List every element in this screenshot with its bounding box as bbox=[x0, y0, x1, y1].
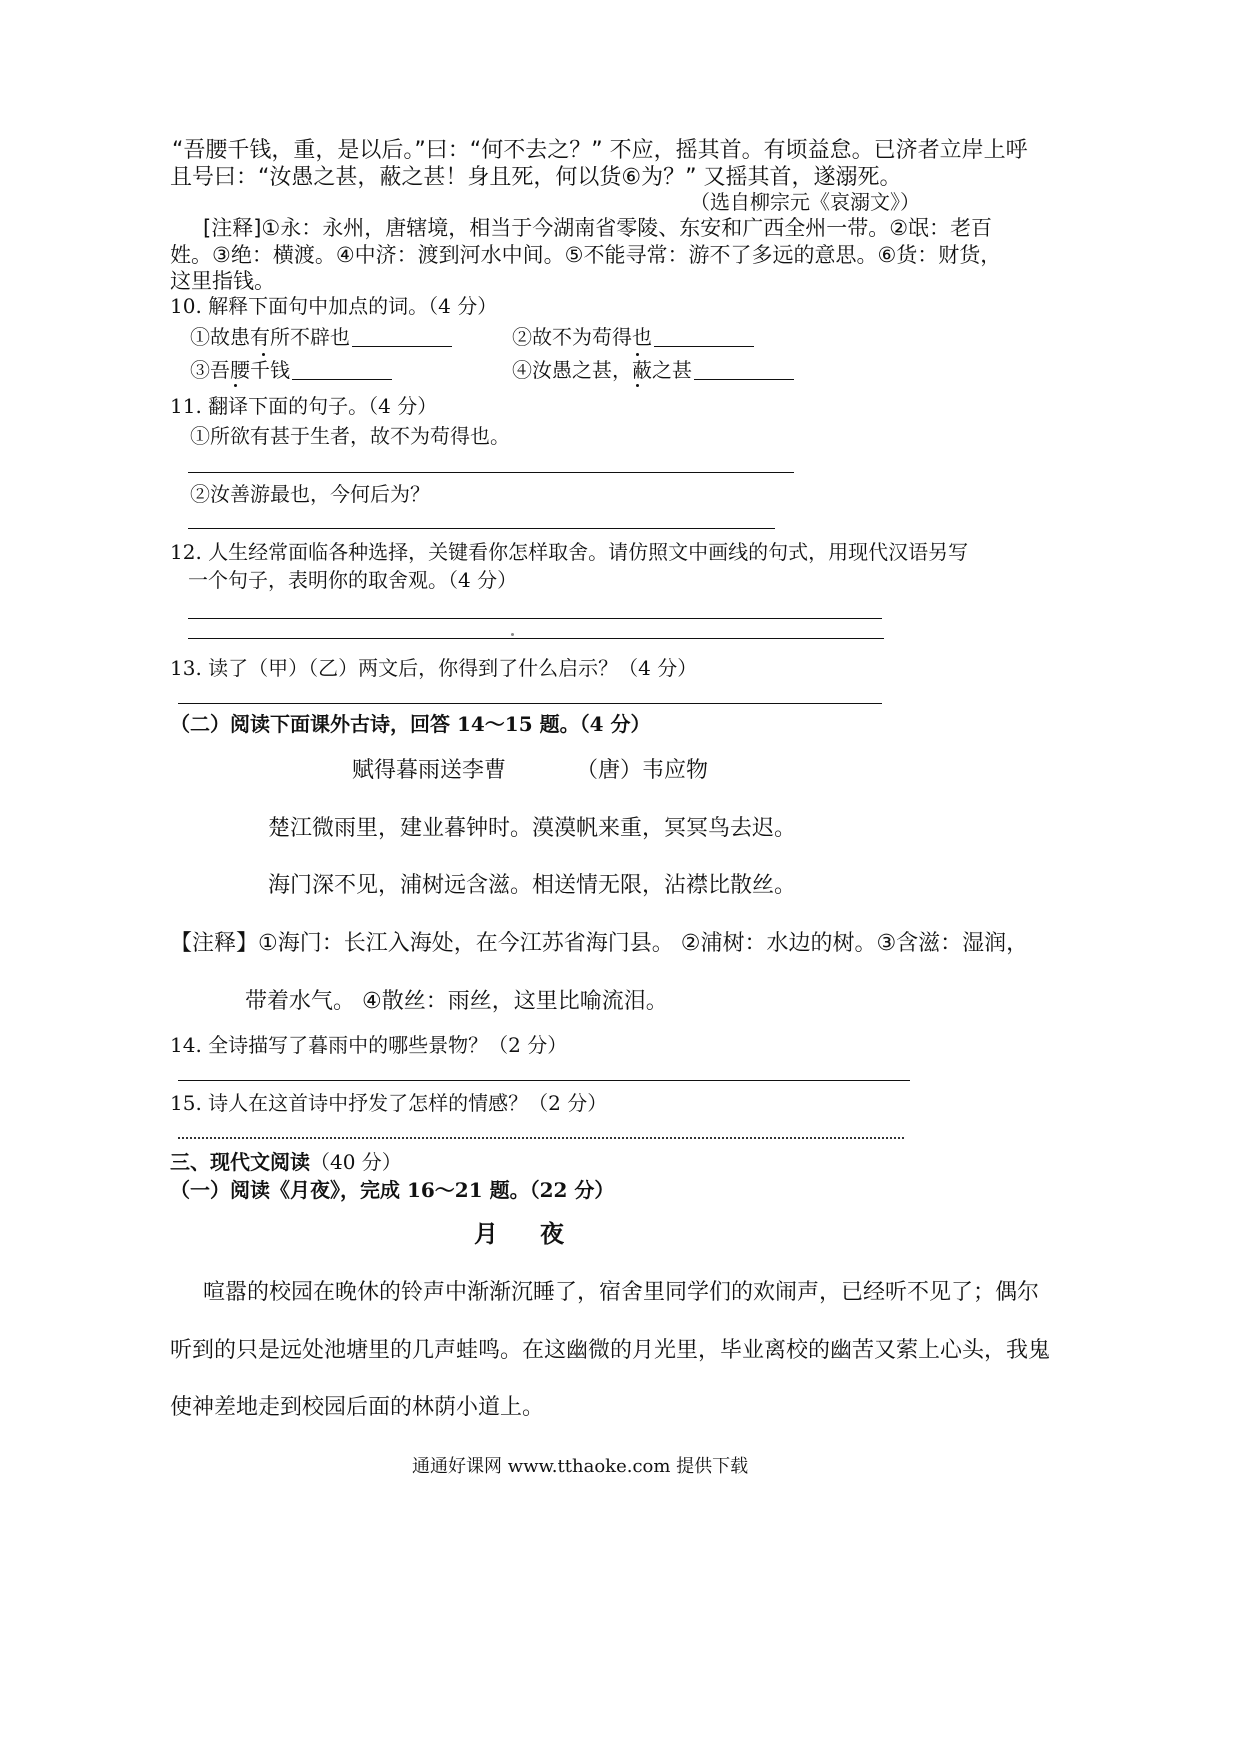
section-score: （40 分） bbox=[310, 1150, 402, 1174]
answer-blank[interactable] bbox=[654, 328, 754, 347]
article-paragraph-line: 听到的只是远处池塘里的几声蛙鸣。在这幽微的月光里，毕业离校的幽苦又萦上心头，我鬼 bbox=[170, 1338, 1051, 1363]
annotation-line: [注释]①永：永州，唐辖境，相当于今湖南省零陵、东安和广西全州一带。②氓：老百 bbox=[203, 216, 993, 240]
annotation-line: 这里指钱。 bbox=[170, 269, 275, 293]
article-paragraph-line: 使神差地走到校园后面的林荫小道上。 bbox=[170, 1395, 545, 1420]
poem-line: 楚江微雨里，建业暮钟时。漠漠帆来重，冥冥鸟去迟。 bbox=[268, 816, 797, 841]
poem-title-text: 赋得暮雨送李曹 bbox=[352, 758, 507, 783]
q10-item-text: ③吾腰千钱 bbox=[190, 358, 290, 382]
poem-line: 海门深不见，浦树远含滋。相送情无限，沾襟比散丝。 bbox=[268, 873, 797, 898]
section-heading-text: 三、现代文阅读 bbox=[170, 1150, 310, 1174]
section-heading bbox=[170, 1152, 402, 1172]
answer-blank[interactable] bbox=[694, 361, 794, 380]
annotation-line: 姓。③绝：横渡。④中济：渡到河水中间。⑤不能寻常：游不了多远的意思。⑥货：财货， bbox=[170, 243, 1002, 267]
page-footer: 通通好课网 www.tthaoke.com 提供下载 bbox=[412, 1456, 749, 1477]
poem-title bbox=[352, 760, 708, 782]
answer-blank[interactable] bbox=[352, 328, 452, 347]
answer-line[interactable] bbox=[188, 528, 775, 529]
q10-item bbox=[512, 327, 754, 347]
question-stem: 15. 诗人在这首诗中抒发了怎样的情感？（2 分） bbox=[170, 1091, 608, 1115]
passage-line: 且号曰：“汝愚之甚，蔽之甚！身且死，何以货⑥为？” 又摇其首，遂溺死。 bbox=[170, 165, 902, 190]
q10-item-text: ②故不为苟得也 bbox=[512, 325, 652, 349]
q10-item bbox=[190, 360, 392, 380]
sentence-to-translate: ②汝善游最也，今何后为？ bbox=[190, 482, 430, 506]
poem-annotation: 带着水气。 ④散丝：雨丝，这里比喻流泪。 bbox=[245, 989, 668, 1014]
q10-item bbox=[190, 327, 452, 347]
sentence-to-translate: ①所欲有甚于生者，故不为苟得也。 bbox=[190, 424, 510, 448]
q10-item bbox=[512, 360, 794, 380]
answer-line[interactable] bbox=[188, 472, 794, 473]
passage-source: （选自柳宗元《哀溺文》） bbox=[690, 190, 920, 214]
question-stem: 13. 读了（甲）（乙）两文后，你得到了什么启示？（4 分） bbox=[170, 656, 698, 680]
question-stem: 一个句子，表明你的取舍观。（4 分） bbox=[188, 568, 518, 592]
poem-author: （唐）韦应物 bbox=[576, 758, 709, 783]
answer-line[interactable] bbox=[188, 638, 884, 639]
article-title-part: 月 bbox=[474, 1219, 498, 1248]
passage-line: “吾腰千钱，重，是以后。”曰：“何不去之？” 不应，摇其首。有顷益怠。已济者立岸上呼 bbox=[172, 138, 1028, 163]
emphasis-dot bbox=[636, 353, 639, 356]
question-stem: 12. 人生经常面临各种选择，关键看你怎样取舍。请仿照文中画线的句式，用现代汉语另写 bbox=[170, 540, 969, 564]
answer-blank[interactable] bbox=[292, 361, 392, 380]
article-paragraph-line: 喧嚣的校园在晚休的铃声中渐渐沉睡了，宿舍里同学们的欢闹声，已经听不见了；偶尔 bbox=[203, 1280, 1040, 1305]
question-stem: 11. 翻译下面的句子。（4 分） bbox=[170, 394, 438, 418]
q10-item-text: ①故患有所不辟也 bbox=[190, 325, 350, 349]
question-stem: 14. 全诗描写了暮雨中的哪些景物？（2 分） bbox=[170, 1033, 568, 1057]
section-heading: （二）阅读下面课外古诗，回答 14～15 题。（4 分） bbox=[170, 712, 651, 736]
emphasis-dot bbox=[262, 353, 265, 356]
question-stem: 10. 解释下面句中加点的词。（4 分） bbox=[170, 294, 498, 318]
answer-line[interactable] bbox=[178, 1137, 904, 1139]
answer-line[interactable] bbox=[178, 703, 882, 704]
answer-line[interactable] bbox=[178, 1080, 910, 1081]
article-title-part: 夜 bbox=[540, 1219, 564, 1248]
q10-item-text: ④汝愚之甚，蔽之甚 bbox=[512, 358, 692, 382]
emphasis-dot bbox=[636, 384, 639, 387]
speck bbox=[511, 633, 514, 636]
sub-heading: （一）阅读《月夜》，完成 16～21 题。（22 分） bbox=[170, 1178, 615, 1202]
poem-annotation: 【注释】①海门：长江入海处，在今江苏省海门县。 ②浦树：水边的树。③含滋：湿润， bbox=[170, 931, 1029, 956]
answer-line[interactable] bbox=[188, 618, 882, 619]
emphasis-dot bbox=[234, 384, 237, 387]
